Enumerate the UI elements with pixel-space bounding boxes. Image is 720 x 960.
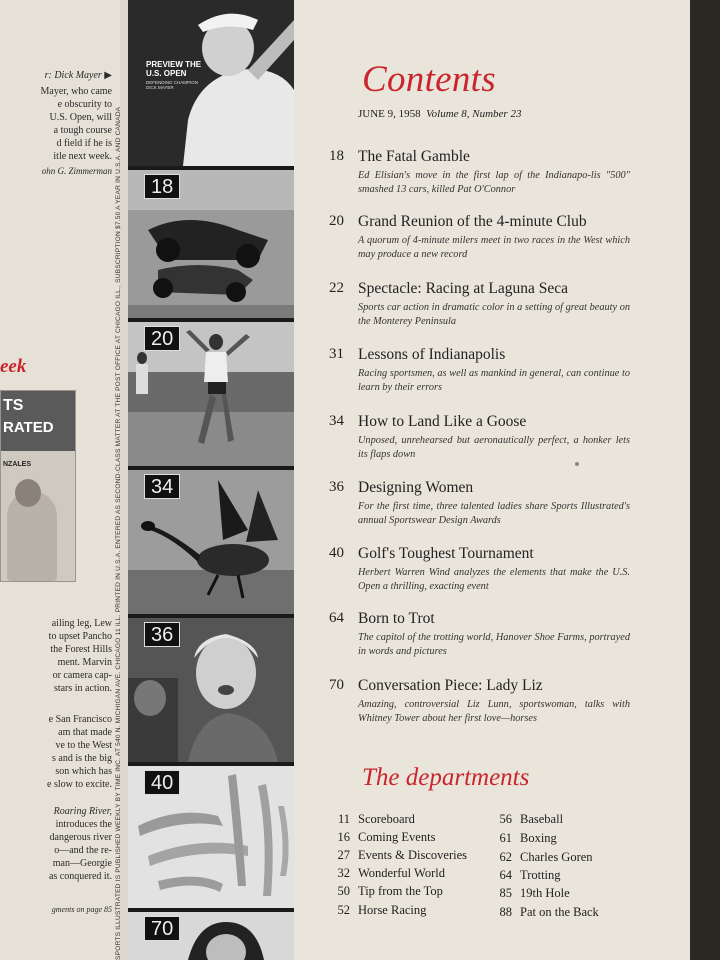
photo-golfer	[128, 0, 294, 166]
department-item[interactable]	[490, 903, 599, 921]
entry-description: Ed Elisian's move in the first lap of the Indianapo-lis "500" smashed 13 cars, killed Pat O'Connor	[358, 170, 630, 195]
text-line: e San Francisco	[48, 714, 112, 725]
text-line: d field if he is	[56, 138, 112, 149]
issue-date: JUNE 9, 1958	[358, 108, 421, 120]
dept-page: 11	[337, 812, 350, 826]
entry-title: Lessons of Indianapolis	[358, 346, 506, 363]
text-line: Mayer, who came	[40, 86, 112, 97]
dept-page: 32	[337, 866, 350, 880]
dept-name: Pat on the Back	[520, 905, 599, 919]
photo-lady-liz	[128, 912, 294, 960]
entry-page: 22	[329, 280, 344, 296]
text-line: s and is the big	[52, 753, 112, 764]
dept-name: Events & Discoveries	[358, 848, 468, 862]
entry-title: How to Land Like a Goose	[358, 413, 527, 430]
entry-title: Spectacle: Racing at Laguna Seca	[358, 280, 569, 297]
department-item[interactable]	[328, 846, 467, 864]
photo-credit: r: Dick Mayer ▶	[44, 70, 112, 81]
text-line: to upset Pancho	[48, 631, 112, 642]
department-item[interactable]	[490, 848, 593, 866]
dept-name: 19th Hole	[520, 886, 570, 900]
entry-description: Sports car action in dramatic color in a setting of great beauty on the Monterey Peninsula	[358, 302, 630, 327]
page-number-label: 20	[144, 326, 180, 351]
department-item[interactable]	[328, 882, 443, 900]
entry-title: Born to Trot	[358, 610, 435, 627]
text-line: stars in action.	[53, 683, 112, 694]
week-heading: eek	[0, 356, 27, 377]
text-line: itle next week.	[53, 151, 112, 162]
page-number-label: 18	[144, 174, 180, 199]
dept-page: 61	[499, 831, 512, 845]
text-line: e obscurity to	[57, 99, 112, 110]
entry-page: 40	[329, 545, 344, 561]
dept-page: 62	[499, 850, 512, 864]
departments-title: The departments	[362, 764, 530, 791]
department-item[interactable]	[328, 901, 426, 919]
dept-name: Coming Events	[358, 830, 436, 844]
entry-title: The Fatal Gamble	[358, 148, 470, 165]
dept-name: Scoreboard	[358, 812, 415, 826]
text-line: Roaring River,	[53, 806, 112, 817]
page-number-label: 40	[144, 770, 180, 795]
dept-page: 16	[337, 830, 350, 844]
contents-title: Contents	[362, 59, 496, 100]
cover-thumbnail	[0, 390, 76, 582]
department-item[interactable]	[490, 884, 570, 902]
text-line: as conquered it.	[48, 871, 112, 882]
dept-name: Wonderful World	[358, 866, 445, 880]
dept-name: Charles Goren	[520, 850, 593, 864]
entry-description: The capitol of the trotting world, Hanover Shoe Farms, portrayed in words and pictures	[358, 632, 630, 657]
text-line: son which has	[55, 766, 112, 777]
dept-page: 50	[337, 884, 350, 898]
dept-name: Tip from the Top	[358, 884, 443, 898]
background-edge	[690, 0, 720, 960]
entry-description: Unposed, unrehearsed but aeronautically perfect, a honker lets its flaps down	[358, 435, 630, 460]
previous-page	[0, 0, 120, 960]
text-line: o—and the re-	[54, 845, 112, 856]
dept-page: 27	[337, 848, 350, 862]
photo-runners	[128, 322, 294, 466]
dept-name: Horse Racing	[358, 903, 427, 917]
department-item[interactable]	[328, 864, 445, 882]
entry-description: Racing sportsmen, as well as mankind in general, can continue to learn by their errors	[358, 368, 630, 393]
text-line: or camera cap-	[52, 670, 112, 681]
entry-title: Designing Women	[358, 479, 474, 496]
department-item[interactable]	[490, 810, 563, 828]
text-line: ment. Marvin	[57, 657, 112, 668]
entry-page: 34	[329, 413, 344, 429]
entry-description: A quorum of 4-minute milers meet in two races in the West which may produce a new record	[358, 235, 630, 260]
text-line: dangerous river	[49, 832, 112, 843]
photo-column	[128, 0, 294, 960]
entry-page: 18	[329, 148, 344, 164]
entry-title: Grand Reunion of the 4-minute Club	[358, 213, 587, 230]
text-line: man—Georgie	[52, 858, 112, 869]
page-number-label: 36	[144, 622, 180, 647]
dept-name: Baseball	[520, 812, 564, 826]
dept-name: Boxing	[520, 831, 557, 845]
dept-name: Trotting	[520, 868, 561, 882]
issue-dateline	[358, 108, 521, 120]
publication-notice: SPORTS ILLUSTRATED IS PUBLISHED WEEKLY BY TIME INC. AT 540 N. MICHIGAN AVE. CHICAGO 11 ILL. PRINTED IN U.S.A. ENTERED AS SECOND-CLASS MATTER AT THE POST OFFICE AT CHICAGO ILL., SUBSCRIPTION $7.50 A YEAR IN U.S.A. AND CANADA	[115, 106, 122, 960]
text-line: U.S. Open, will	[49, 112, 112, 123]
pencil-mark	[575, 462, 579, 466]
footer-text: gments on page 85	[51, 905, 112, 914]
cover-text: RATED	[3, 419, 54, 436]
text-line: ailing leg, Lew	[51, 618, 112, 629]
entry-page: 20	[329, 213, 344, 229]
text-line: a tough course	[53, 125, 112, 136]
entry-description: Herbert Warren Wind analyzes the elements that make the U.S. Open a thrilling, exacting event	[358, 567, 630, 592]
photo-goose	[128, 470, 294, 614]
cover-text: TS	[3, 397, 24, 414]
entry-page: 36	[329, 479, 344, 495]
entry-page: 70	[329, 677, 344, 693]
entry-page: 64	[329, 610, 344, 626]
text-line: the Forest Hills	[50, 644, 112, 655]
department-item[interactable]	[328, 828, 435, 846]
text-line: e slow to excite.	[47, 779, 112, 790]
cover-text: NZALES	[3, 461, 31, 468]
photo-caption: PREVIEW THE U.S. OPEN	[146, 60, 202, 78]
entry-description: Amazing, controversial Liz Lunn, sportswoman, talks with Whitney Tower about her first love—horses	[358, 699, 630, 724]
entry-description: For the first time, three talented ladies share Sports Illustrated's annual Sportswear Design Awards	[358, 501, 630, 526]
department-item[interactable]	[490, 829, 557, 847]
page-number-label: 34	[144, 474, 180, 499]
page-number-label: 70	[144, 916, 180, 941]
text-line: am that made	[58, 727, 112, 738]
photo-course-map	[128, 766, 294, 908]
photo-credit: ohn G. Zimmerman	[41, 166, 112, 176]
dept-page: 56	[499, 812, 512, 826]
dept-page: 88	[499, 905, 512, 919]
dept-page: 52	[337, 903, 350, 917]
issue-volume: Volume 8, Number 23	[426, 108, 522, 120]
department-item[interactable]	[328, 810, 415, 828]
dept-page: 85	[499, 886, 512, 900]
text-line: introduces the	[55, 819, 112, 830]
department-item[interactable]	[490, 866, 561, 884]
entry-title: Conversation Piece: Lady Liz	[358, 677, 543, 694]
photo-subcaption: DEFENDING CHAMPION DICK MAYER	[146, 80, 199, 90]
entry-page: 31	[329, 346, 344, 362]
text-line: ve to the West	[55, 740, 112, 751]
photo-race-cars	[128, 170, 294, 318]
photo-woman	[128, 618, 294, 762]
dept-page: 64	[499, 868, 512, 882]
entry-title: Golf's Toughest Tournament	[358, 545, 534, 562]
